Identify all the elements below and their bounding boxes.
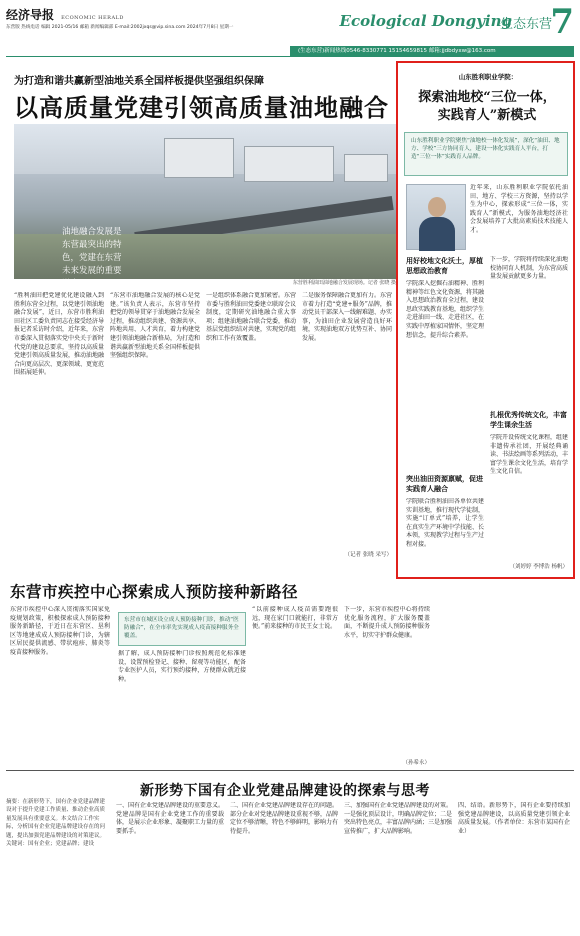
sidebar-intro: 近年来，山东胜利职业学院依托油田、地方、学校三方资源，坚持以学生为中心，探索形成“三位一体，实践育人”新模式，为服务油地经济社会发展培养了大批高素质技术技能人才。 — [470, 184, 568, 234]
sidebar-subhead-3: 扎根优秀传统文化，丰富学生课余生活 — [490, 411, 567, 429]
sidebar-byline: （刘婷婷 李博浩 杨帆） — [509, 564, 568, 570]
sidebar-closing: 下一步，学院将持续深化油地校协同育人机制，为东营高质量发展贡献更多力量。 — [490, 256, 568, 281]
article2-column-4: 下一步，东营市疾控中心将持续优化服务流程，扩大服务覆盖面，不断提升成人预防接种服务水平，切实守护群众健康。 — [344, 606, 430, 639]
photo-overlay-text: 油地融合发展是东营最突出的特色，党建在东营未来发展的重要潜力 — [62, 227, 122, 289]
portrait-body — [419, 217, 455, 251]
article3-column-3: 三、加强国有企业党建品牌建设的对策。一是强化顶层设计，明确品牌定位；二是突出特色亮点，丰富品牌内涵；三是加强宣传推广，扩大品牌影响。 — [344, 802, 452, 835]
header-divider — [6, 56, 574, 57]
article3-column-1: 一、国有企业党建品牌建设的重要意义。党建品牌是国有企业党建工作的重要载体，是展示企业形象、凝聚职工力量的重要抓手。 — [116, 802, 224, 835]
sidebar-abstract: 山东胜利职业学院聚焦“油地校一体化发展”，深化“油田、地方、学校”三方协同育人，建设一体化实践育人平台，打造“三位一体”实践育人品牌。 — [404, 132, 568, 176]
photo-building — [244, 146, 334, 182]
lead-byline: （记者 张晓 采写） — [344, 552, 392, 558]
sidebar-photo — [406, 184, 466, 250]
section-title-en: Ecological Dongying — [339, 12, 512, 30]
lead-column-4: 二是服务保障融合更加有力。东营市着力打造“党建+服务”品牌，推动党员干部深入一线解难题、办实事，为油田企业发展营造良好环境，实现油地双方优势互补、协同发展。 — [302, 292, 392, 342]
lead-column-1: “胜利油田把党建优化建设融入到胜利东营全过程，以党建引领油地融合发展”，近日，东营市胜利油田社区工委负责同志在接受经济导报记者采访时介绍，近年来，东营市委深入贯彻落实党中央关于新时代党的建设总要求，坚持以高质量党建引领高质量发展，推动油地融合向更高层次、更深领域、更宽范围拓展延伸。 — [14, 292, 104, 377]
photo-building — [344, 154, 388, 182]
article3-column-2: 二、国有企业党建品牌建设存在的问题。部分企业对党建品牌建设重视不够，品牌定位不够清晰，特色不够鲜明，影响力有待提升。 — [230, 802, 338, 835]
article2-column-3: “以前接种成人疫苗需要跑很远，现在家门口就能打，非常方便。”前来接种的市民王女士说。 — [252, 606, 338, 631]
sidebar-section1-body: 学院深入挖掘石油精神、胜利精神等红色文化资源，将其融入思想政治教育全过程，建设思政实践教育基地，组织学生走进油田一线、走进社区，在实践中厚植家国情怀，坚定理想信念，提升综合素养。 — [406, 280, 484, 339]
lead-kicker: 为打造和谐共赢新型油地关系全国样板提供坚强组织保障 — [14, 76, 264, 87]
sidebar-title-line2: 实践育人”新模式 — [437, 108, 537, 123]
sidebar-kicker: 山东胜利职业学院： — [458, 73, 518, 81]
contact-bar-text: (生态东营)新闻热线0546-8330771 15154659815 邮箱:jjdbdyxw@163.com — [298, 48, 496, 54]
article2-byline: （孙希永） — [402, 760, 430, 766]
page-number: 7 — [550, 2, 574, 42]
article2-headline: 东营市疾控中心探索成人预防接种新路径 — [10, 582, 299, 601]
article2-column-2: 据了解，成人预防接种门诊按照规范化标准建设，设置预检登记、接种、留观等功能区，配备专业医护人员，实行预约接种，方便群众就近接种。 — [118, 650, 246, 683]
sidebar-title-line1: 探索油地校“三位一体， — [418, 90, 556, 105]
issue-meta: 东营版 热线电话 编辑 2021-05/16 邮箱 新闻编辑部 E-mail:2002jxqs@vip.sina.com 2024年7月8日 星期一 — [6, 25, 234, 30]
portrait-head — [428, 197, 446, 217]
sidebar-subhead-2: 突出油田资源禀赋，促进实践育人融合 — [406, 475, 483, 493]
masthead-left — [6, 4, 296, 24]
bottom-divider — [6, 770, 574, 771]
newspaper-brand: 经济导报 — [6, 8, 55, 22]
newspaper-brand-en: ECONOMIC HERALD — [61, 15, 124, 21]
section-banner — [284, 4, 574, 46]
article3-headline: 新形势下国有企业党建品牌建设的探索与思考 — [140, 783, 430, 799]
lead-column-2: “东营市油地融合发展的核心是党建。”该负责人表示，东营市坚持把党的领导贯穿于油地融合发展全过程，推动组织共建、资源共享、阵地共用、人才共育，着力构建党建引领油地融合新格局，为打造和谐共赢新型油地关系全国样板提供坚强组织保障。 — [110, 292, 200, 360]
article3-abstract: 摘要：在新形势下，国有企业党建品牌建设对于提升党建工作质量、推动企业高质量发展具有重要意义。本文结合工作实际，分析国有企业党建品牌建设存在的问题，提出加强党建品牌建设的对策建议。关键词：国有企业；党建品牌；建设 — [6, 799, 106, 848]
sidebar-subhead-1: 用好校地文化沃土，厚植思想政治教育 — [406, 257, 483, 275]
photo-building — [164, 138, 234, 178]
article2-column-1: 东营市疾控中心深入贯彻落实国家免疫规划政策，积极探索成人预防接种服务新路径，于近日在东营区、垦利区等地建成成人预防接种门诊，为辖区居民提供流感、带状疱疹、肺炎等疫苗接种服务。 — [10, 606, 110, 656]
photo-caption: 东营胜利油田油地融合发展现场。记者 张晓 摄 — [292, 280, 396, 286]
sidebar-section2-body: 学院联合胜利油田各单位共建实训基地，推行现代学徒制，实施“订单式”培养，让学生在真实生产环境中学技能、长本领，实现教学过程与生产过程对接。 — [406, 498, 484, 548]
article2-infobox: 东营市在城区设立成人预防接种门诊，推动“医防融合”，在全市率先实现成人疫苗接种服务全覆盖。 — [118, 612, 246, 646]
article3-column-4: 四、结语。新形势下，国有企业要持续加强党建品牌建设，以高质量党建引领企业高质量发展。（作者单位：东营市某国有企业） — [458, 802, 570, 835]
sidebar-section3-body: 学院开设传统文化课程，组建非遗传承社团，开展经典诵读、书法绘画等系列活动，丰富学生课余文化生活，培育学生文化自信。 — [490, 434, 568, 476]
section-title-cn: 生态东营 — [499, 17, 552, 32]
lead-column-3: 一是组织体系融合更加紧密。东营市委与胜利油田党委建立联席会议制度，定期研究油地融合重大事项；组建油地融合联合党委，推动基层党组织结对共建，实现党的组织和工作有效覆盖。 — [206, 292, 296, 342]
lead-headline: 以高质量党建引领高质量油地融合 — [14, 93, 389, 122]
